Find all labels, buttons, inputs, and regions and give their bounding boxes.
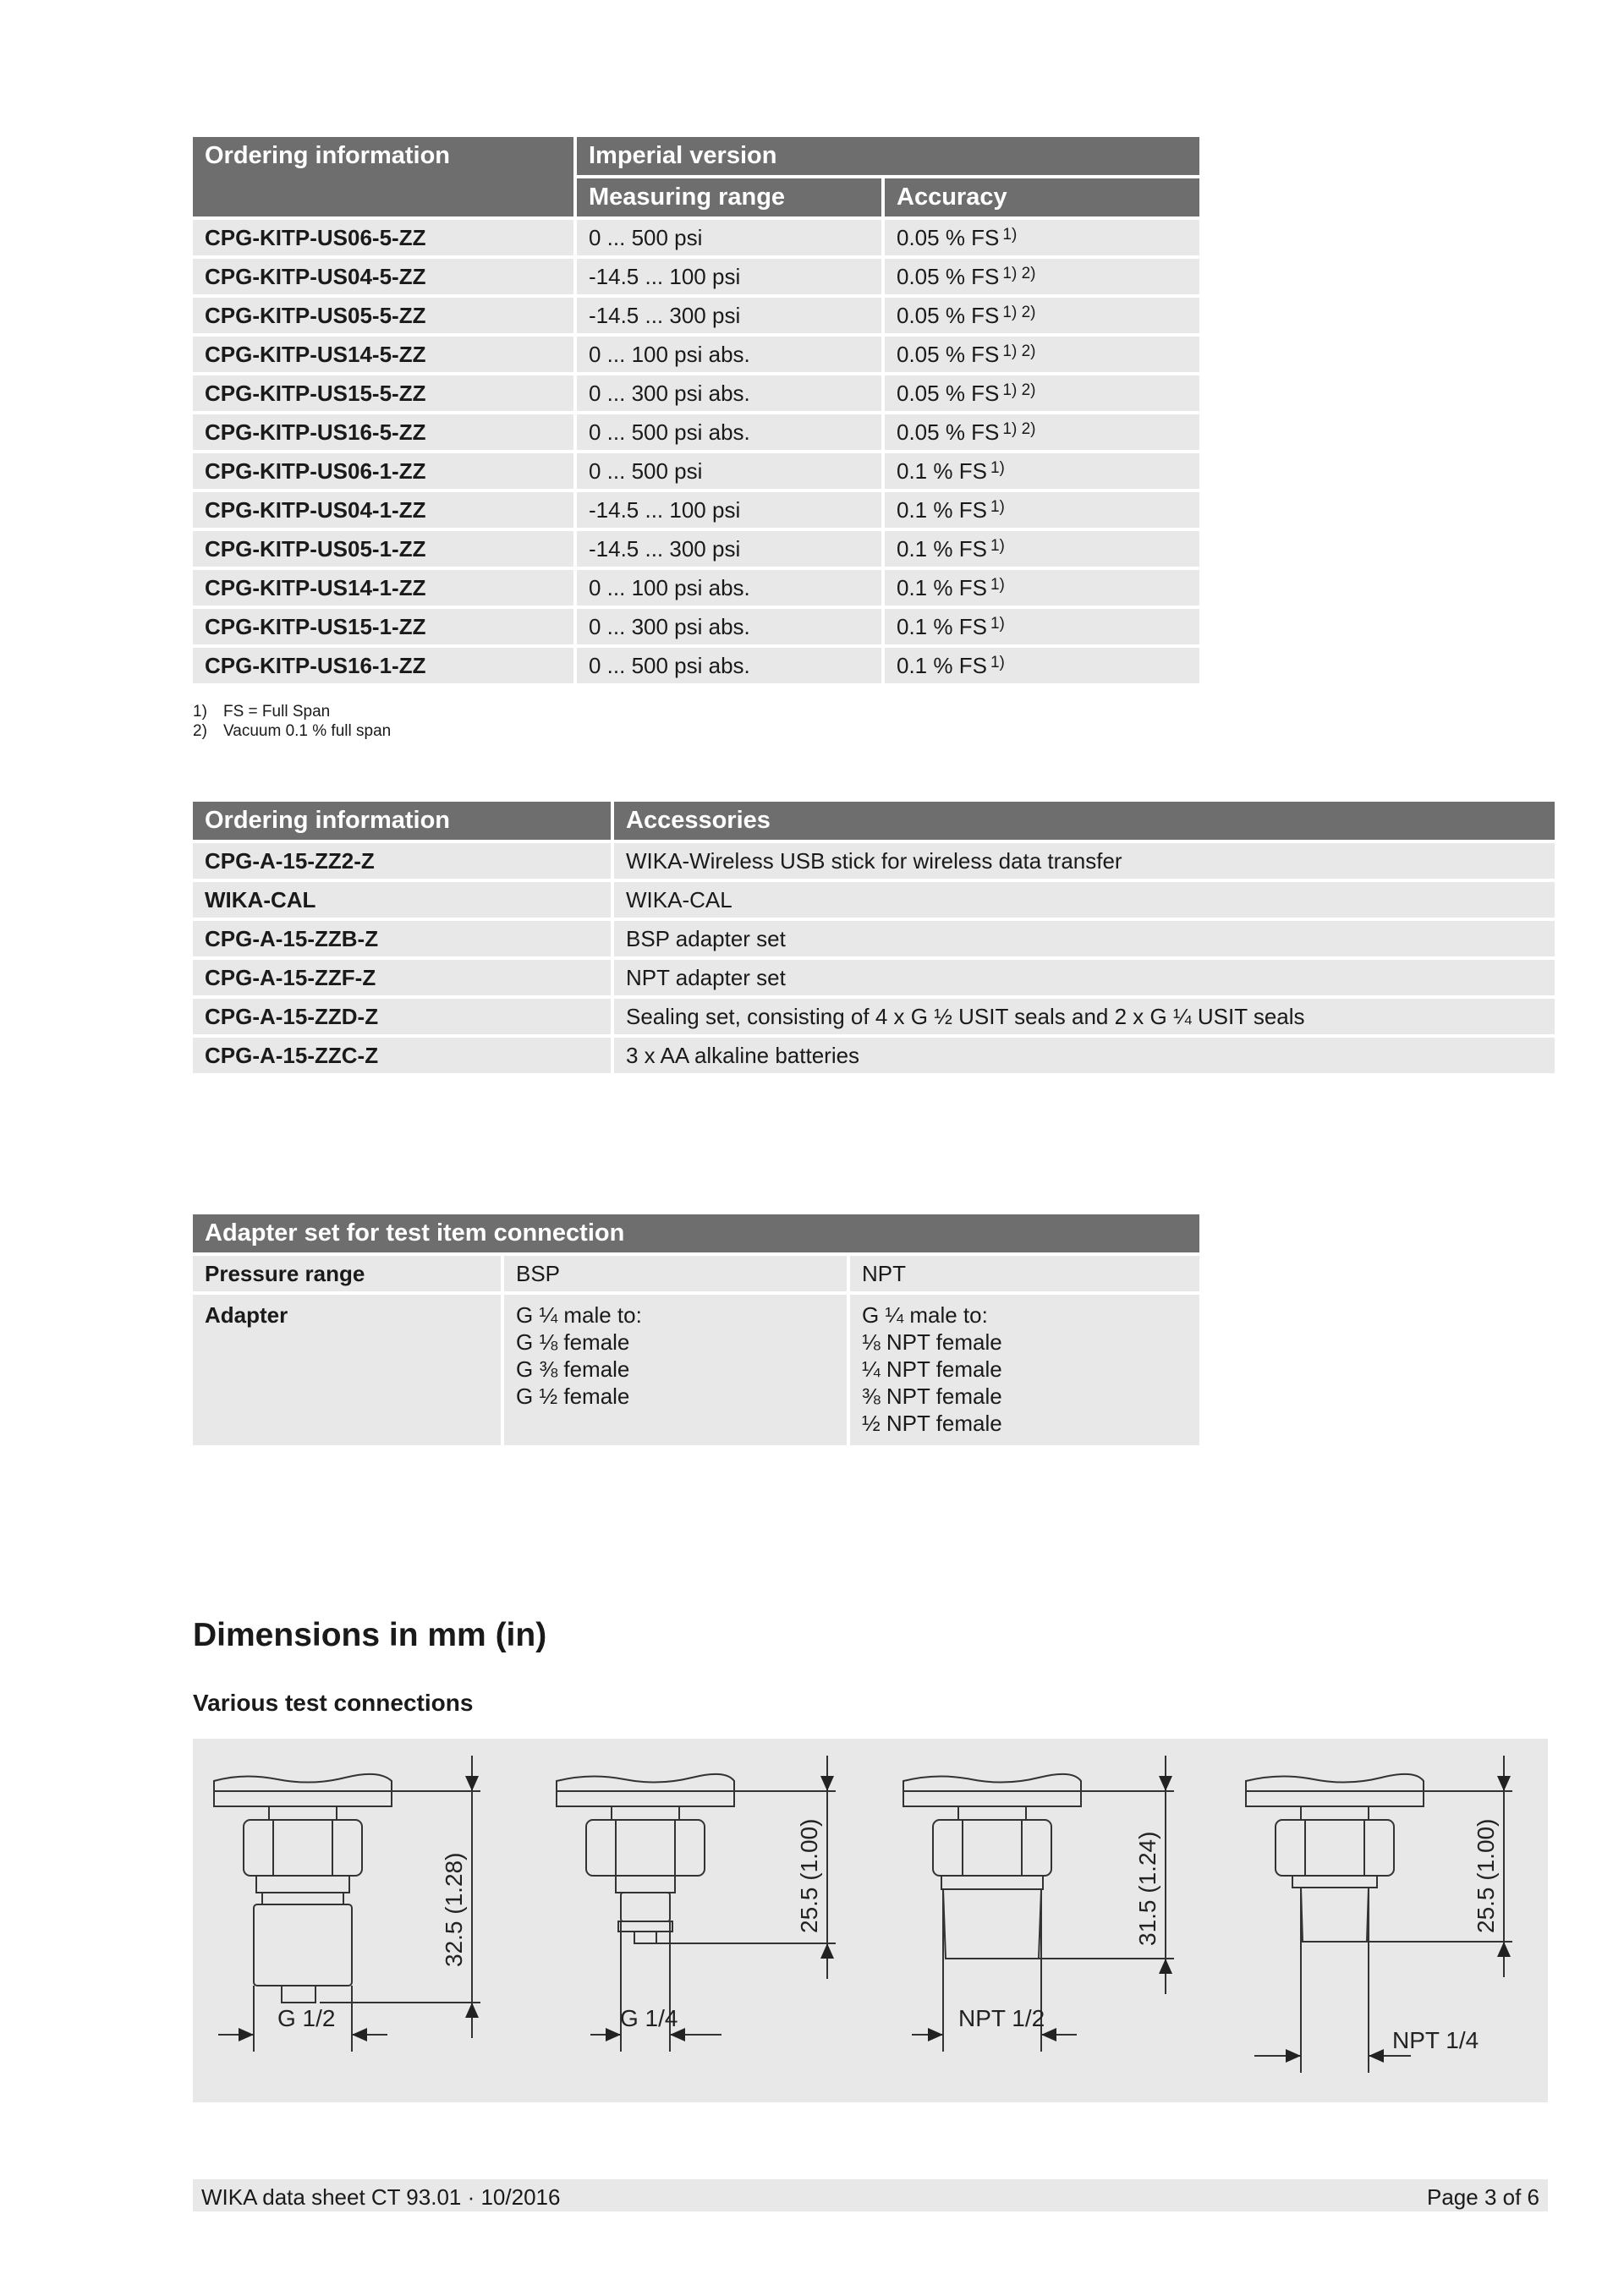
table-row xyxy=(193,882,1555,918)
measuring-range-header: Measuring range xyxy=(577,178,881,216)
ordering-code: WIKA-CAL xyxy=(193,882,611,918)
ordering-code: CPG-A-15-ZZD-Z xyxy=(193,999,611,1034)
dimension-drawings xyxy=(193,1739,1548,2102)
footnote-ref: 1) 2) xyxy=(1002,419,1036,438)
drawing-g-quarter xyxy=(557,1756,836,2052)
imperial-version-header: Imperial version xyxy=(577,137,1199,175)
table-row xyxy=(193,453,1199,489)
accessory-description: NPT adapter set xyxy=(614,960,1555,995)
footnote-ref: 1) 2) xyxy=(1002,303,1036,321)
table-row xyxy=(193,375,1199,411)
ordering-code: CPG-KITP-US06-5-ZZ xyxy=(193,220,573,255)
table-row xyxy=(193,648,1199,683)
footer-datasheet: WIKA data sheet CT 93.01 · 10/2016 xyxy=(201,2184,561,2210)
measuring-range: 0 ... 500 psi xyxy=(577,453,881,489)
accessories-header: Accessories xyxy=(614,802,1555,840)
accuracy: 0.1 % FS $^{1)}$ xyxy=(885,453,1199,489)
table-row xyxy=(193,337,1199,372)
footnote-ref: 1) xyxy=(990,497,1005,516)
table-row xyxy=(193,570,1199,606)
accuracy: 0.05 % FS $^{1) 2)}$ xyxy=(885,298,1199,333)
accessory-description: 3 x AA alkaline batteries xyxy=(614,1038,1555,1073)
table-row xyxy=(193,921,1555,956)
ordering-code: CPG-A-15-ZZF-Z xyxy=(193,960,611,995)
measuring-range: 0 ... 300 psi abs. xyxy=(577,375,881,411)
ordering-code: CPG-KITP-US04-5-ZZ xyxy=(193,259,573,294)
table-row xyxy=(193,960,1555,995)
adapter-set-table xyxy=(189,1211,1203,1449)
footnote-ref: 1) 2) xyxy=(1002,264,1036,282)
ordering-code: CPG-KITP-US14-5-ZZ xyxy=(193,337,573,372)
drawing-g-quarter-thread: G 1/4 xyxy=(620,2005,678,2031)
accuracy: 0.1 % FS $^{1)}$ xyxy=(885,492,1199,528)
accuracy: 0.1 % FS $^{1)}$ xyxy=(885,531,1199,567)
adapter-label: Adapter xyxy=(193,1295,501,1445)
npt-header: NPT xyxy=(850,1256,1199,1291)
ordering-code: CPG-KITP-US04-1-ZZ xyxy=(193,492,573,528)
footnote-1: 1) FS = Full Span xyxy=(193,703,331,721)
pressure-range-label: Pressure range xyxy=(193,1256,501,1291)
footnote-ref: 1) xyxy=(1002,225,1018,244)
table-row xyxy=(193,531,1199,567)
accuracy: 0.05 % FS $^{1) 2)}$ xyxy=(885,414,1199,450)
ordering-code: CPG-KITP-US05-1-ZZ xyxy=(193,531,573,567)
ordering-code: CPG-A-15-ZZB-Z xyxy=(193,921,611,956)
npt-adapters: G ¼ male to: ⅛ NPT female ¼ NPT female ⅜ NPT female ½ NPT female xyxy=(850,1295,1199,1445)
measuring-range: -14.5 ... 100 psi xyxy=(577,492,881,528)
ordering-code: CPG-KITP-US16-1-ZZ xyxy=(193,648,573,683)
table-row xyxy=(193,492,1199,528)
footnote-ref: 1) xyxy=(990,458,1005,477)
measuring-range: 0 ... 500 psi xyxy=(577,220,881,255)
page-footer xyxy=(193,2179,1548,2211)
table-row xyxy=(193,609,1199,644)
table-row xyxy=(193,843,1555,879)
accessory-description: WIKA-CAL xyxy=(614,882,1555,918)
adapter-set-title: Adapter set for test item connection xyxy=(193,1214,1199,1252)
dimensions-subtitle: Various test connections xyxy=(193,1690,474,1716)
measuring-range: -14.5 ... 300 psi xyxy=(577,531,881,567)
accessory-description: WIKA-Wireless USB stick for wireless data transfer xyxy=(614,843,1555,879)
accessory-description: BSP adapter set xyxy=(614,921,1555,956)
table-row xyxy=(193,220,1199,255)
drawing-g-quarter-height: 25.5 (1.00) xyxy=(796,1818,822,1933)
measuring-range: -14.5 ... 300 psi xyxy=(577,298,881,333)
drawing-g-half-thread: G 1/2 xyxy=(277,2005,336,2031)
drawing-npt-half-height: 31.5 (1.24) xyxy=(1134,1831,1160,1946)
measuring-range: 0 ... 100 psi abs. xyxy=(577,337,881,372)
ordering-code: CPG-KITP-US14-1-ZZ xyxy=(193,570,573,606)
ordering-code: CPG-KITP-US06-1-ZZ xyxy=(193,453,573,489)
drawing-npt-quarter-thread: NPT 1/4 xyxy=(1392,2027,1479,2053)
dimension-drawings-svg xyxy=(193,1739,1548,2102)
accuracy: 0.1 % FS $^{1)}$ xyxy=(885,570,1199,606)
accuracy: 0.05 % FS $^{1)}$ xyxy=(885,220,1199,255)
footnote-2: 2) Vacuum 0.1 % full span xyxy=(193,722,392,740)
drawing-npt-half-thread: NPT 1/2 xyxy=(958,2005,1045,2031)
accuracy: 0.05 % FS $^{1) 2)}$ xyxy=(885,337,1199,372)
footnote-ref: 1) 2) xyxy=(1002,342,1036,360)
table-row xyxy=(193,298,1199,333)
table-row xyxy=(193,1038,1555,1073)
accuracy-header: Accuracy xyxy=(885,178,1199,216)
accuracy: 0.1 % FS $^{1)}$ xyxy=(885,609,1199,644)
bsp-adapters: G ¼ male to: G ⅛ female G ⅜ female G ½ female xyxy=(504,1295,847,1445)
bsp-header: BSP xyxy=(504,1256,847,1291)
footnote-ref: 1) xyxy=(990,653,1005,671)
ordering-code: CPG-A-15-ZZ2-Z xyxy=(193,843,611,879)
table-row xyxy=(193,259,1199,294)
footnote-ref: 1) xyxy=(990,614,1005,633)
ordering-code: CPG-KITP-US16-5-ZZ xyxy=(193,414,573,450)
accuracy: 0.05 % FS $^{1) 2)}$ xyxy=(885,259,1199,294)
measuring-range: 0 ... 500 psi abs. xyxy=(577,414,881,450)
drawing-npt-quarter-height: 25.5 (1.00) xyxy=(1473,1818,1499,1933)
accuracy: 0.05 % FS $^{1) 2)}$ xyxy=(885,375,1199,411)
footnote-ref: 1) 2) xyxy=(1002,381,1036,399)
table-row xyxy=(193,414,1199,450)
imperial-ordering-table xyxy=(189,134,1203,687)
measuring-range: 0 ... 500 psi abs. xyxy=(577,648,881,683)
measuring-range: 0 ... 300 psi abs. xyxy=(577,609,881,644)
ordering-header: Ordering information xyxy=(193,802,611,840)
accuracy: 0.1 % FS $^{1)}$ xyxy=(885,648,1199,683)
accessory-description: Sealing set, consisting of 4 x G ½ USIT seals and 2 x G ¼ USIT seals xyxy=(614,999,1555,1034)
ordering-code: CPG-A-15-ZZC-Z xyxy=(193,1038,611,1073)
drawing-g-half-height: 32.5 (1.28) xyxy=(441,1852,467,1967)
footnote-ref: 1) xyxy=(990,575,1005,594)
measuring-range: -14.5 ... 100 psi xyxy=(577,259,881,294)
ordering-code: CPG-KITP-US15-1-ZZ xyxy=(193,609,573,644)
footnote-ref: 1) xyxy=(990,536,1005,555)
footnotes xyxy=(193,702,391,741)
ordering-code: CPG-KITP-US05-5-ZZ xyxy=(193,298,573,333)
ordering-header: Ordering information xyxy=(193,137,573,216)
ordering-code: CPG-KITP-US15-5-ZZ xyxy=(193,375,573,411)
table-row xyxy=(193,999,1555,1034)
dimensions-title: Dimensions in mm (in) xyxy=(193,1617,547,1653)
measuring-range: 0 ... 100 psi abs. xyxy=(577,570,881,606)
accessories-table xyxy=(189,798,1558,1077)
footer-page-number: Page 3 of 6 xyxy=(1427,2184,1539,2210)
